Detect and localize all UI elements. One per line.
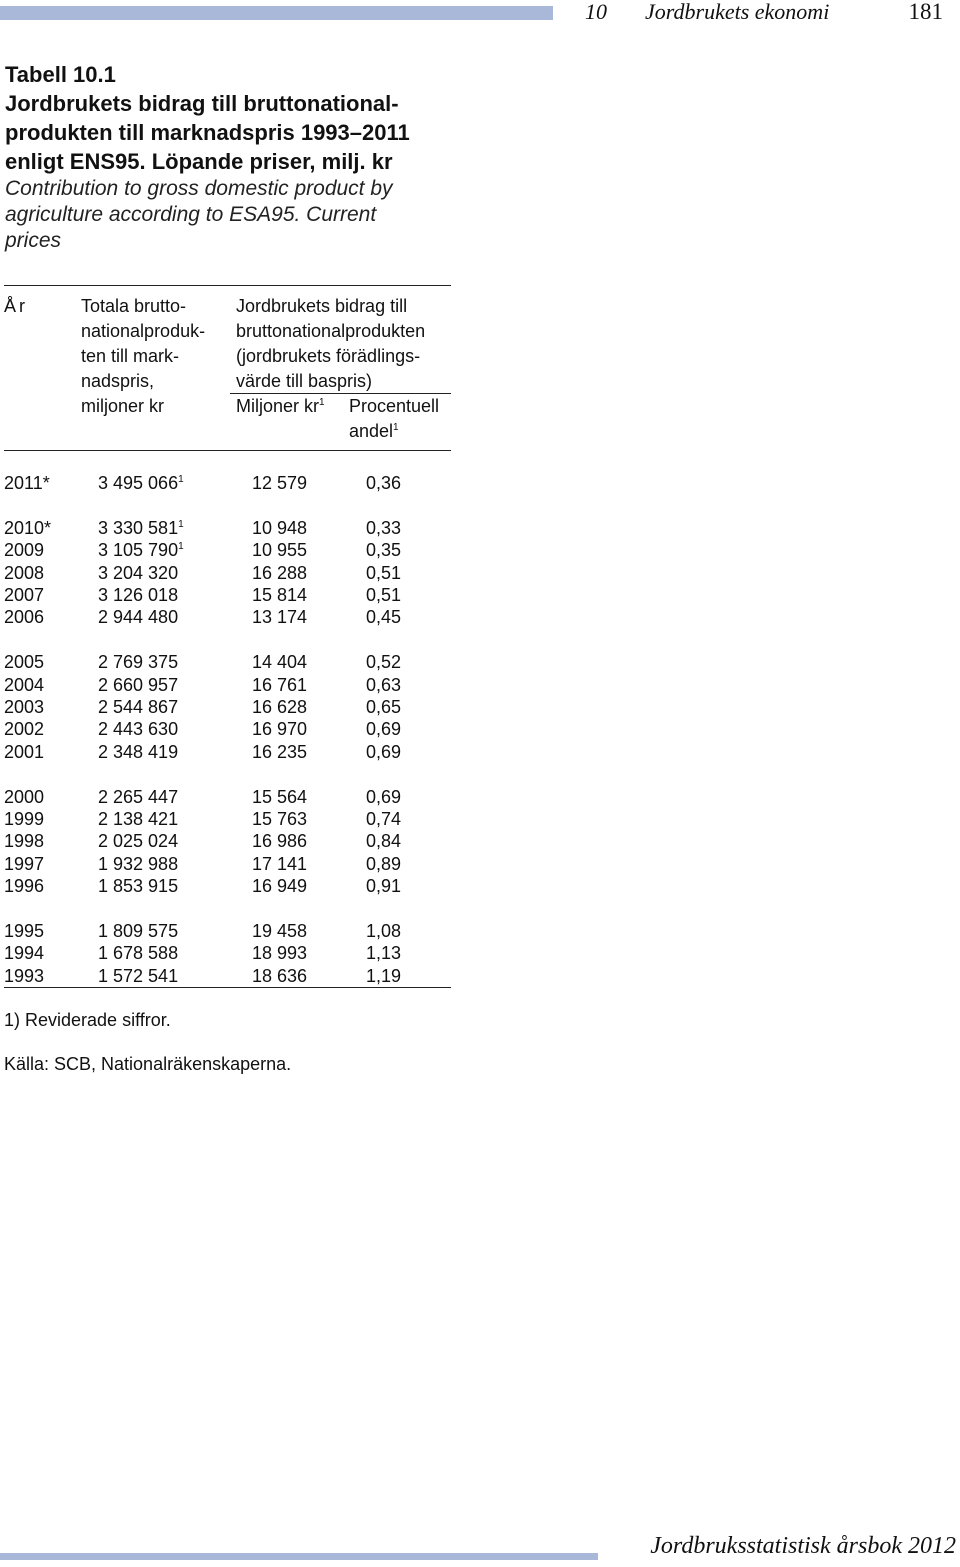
cell-pct: 1,19 <box>366 965 402 986</box>
table-row <box>0 718 460 740</box>
cell-pct: 0,36 <box>366 473 402 493</box>
col-total-header-line: nadspris, <box>81 371 155 391</box>
cell-year: 2011* <box>4 473 50 493</box>
cell-year: 2006 <box>4 607 45 628</box>
table-label: Tabell 10.1 <box>5 62 116 87</box>
cell-total: 2 265 447 <box>98 786 179 807</box>
cell-year: 2007 <box>4 585 45 605</box>
cell-pct: 0,35 <box>366 540 402 561</box>
col-mkr-header-text: Miljoner kr <box>236 396 320 416</box>
cell-pct: 0,69 <box>366 786 402 807</box>
cell-total: 2 025 024 <box>98 831 179 852</box>
cell-total: 1 572 541 <box>98 965 179 986</box>
cell-total: 2 544 867 <box>98 697 179 717</box>
cell-mkr: 18 993 <box>252 943 308 964</box>
table-row <box>0 651 460 673</box>
page-number: 181 <box>908 0 943 24</box>
cell-mkr: 15 564 <box>252 786 308 807</box>
cell-pct: 0,69 <box>366 741 402 762</box>
book-title: Jordbruksstatistisk årsbok 2012 <box>650 1533 956 1559</box>
cell-mkr: 19 458 <box>252 921 308 941</box>
cell-year: 1995 <box>4 921 45 941</box>
col-total-header-line: nationalproduk- <box>81 321 206 341</box>
table-row <box>0 674 460 696</box>
table-row <box>0 920 460 942</box>
cell-total: 1 853 915 <box>98 876 179 897</box>
cell-year: 2002 <box>4 719 45 740</box>
title-en-line: prices <box>5 229 62 252</box>
cell-total: 1 809 575 <box>98 921 179 941</box>
title-sv-line: produkten till marknadspris 1993–2011 <box>5 120 410 145</box>
cell-total: 3 204 320 <box>98 562 179 583</box>
cell-total: 1 932 988 <box>98 853 179 874</box>
cell-total: 1 678 588 <box>98 943 179 964</box>
table-bottom-rule <box>4 987 451 988</box>
cell-total: 2 660 957 <box>98 674 179 695</box>
table-row <box>0 539 460 561</box>
cell-year: 1994 <box>4 943 45 964</box>
title-sv-line: Jordbrukets bidrag till bruttonational- <box>5 91 399 116</box>
table-row <box>0 562 460 584</box>
cell-pct: 0,69 <box>366 719 402 740</box>
chapter-number: 10 <box>585 0 607 24</box>
table-row <box>0 786 460 808</box>
col-pct-header-line: andel$^1$ <box>349 421 399 441</box>
running-head <box>585 0 945 25</box>
table-row <box>0 942 460 964</box>
cell-mkr: 16 235 <box>252 741 308 762</box>
table-row <box>0 853 460 875</box>
cell-year: 1993 <box>4 965 45 986</box>
footnote-marker: 1 <box>178 518 184 530</box>
col-group-header-line: Jordbrukets bidrag till <box>236 296 408 316</box>
col-group-header <box>236 294 425 394</box>
cell-total: 2 443 630 <box>98 719 179 740</box>
cell-total: 3 495 $066^1$ <box>98 473 184 493</box>
cell-mkr: 16 628 <box>252 697 308 717</box>
cell-pct: 0,45 <box>366 607 402 628</box>
cell-total: 2 944 480 <box>98 607 179 628</box>
table-top-rule <box>4 285 451 286</box>
table-row <box>0 517 460 539</box>
cell-pct: 0,91 <box>366 876 402 897</box>
footnote: 1) Reviderade siffror. <box>4 1010 171 1030</box>
cell-total: 3 126 018 <box>98 585 179 605</box>
cell-year: 1996 <box>4 876 45 897</box>
cell-pct: 0,65 <box>366 697 402 717</box>
table-title-block <box>5 60 465 254</box>
cell-year: 2004 <box>4 674 45 695</box>
cell-year: 2009 <box>4 540 45 561</box>
footer-accent-bar <box>0 1553 598 1560</box>
cell-mkr: 18 636 <box>252 965 308 986</box>
cell-year: 2008 <box>4 562 45 583</box>
cell-mkr: 10 955 <box>252 540 308 561</box>
cell-mkr: 17 141 <box>252 853 308 874</box>
cell-total: 3 330 $581^1$ <box>98 517 184 538</box>
cell-mkr: 10 948 <box>252 517 308 538</box>
cell-pct: 1,08 <box>366 921 402 941</box>
cell-total: 2 769 375 <box>98 652 179 673</box>
table-row <box>0 696 460 718</box>
cell-mkr: 16 986 <box>252 831 308 852</box>
title-en-line: agriculture according to ESA95. Current <box>5 203 377 226</box>
cell-mkr: 14 404 <box>252 652 308 673</box>
cell-year: 2003 <box>4 697 45 717</box>
cell-mkr: 16 970 <box>252 719 308 740</box>
title-sv-line: enligt ENS95. Löpande priser, milj. kr <box>5 149 393 174</box>
cell-total: 3 105 $790^1$ <box>98 540 184 561</box>
col-total-header <box>81 294 205 419</box>
col-total-header-line: ten till mark- <box>81 346 180 366</box>
cell-pct: 0,84 <box>366 831 402 852</box>
cell-year: 2005 <box>4 652 45 673</box>
cell-mkr: 15 814 <box>252 585 308 605</box>
cell-pct: 0,51 <box>366 585 402 605</box>
col-group-header-line: värde till baspris) <box>236 371 373 391</box>
table-row <box>0 830 460 852</box>
footnote-marker: 1 <box>319 397 325 408</box>
cell-pct: 0,89 <box>366 853 402 874</box>
table-row <box>0 965 460 987</box>
cell-pct: 0,74 <box>366 809 402 829</box>
table-row <box>0 606 460 628</box>
col-total-header-line: Totala brutto- <box>81 296 187 316</box>
cell-pct: 0,63 <box>366 674 402 695</box>
cell-total: 2 348 419 <box>98 741 179 762</box>
title-en-line: Contribution to gross domestic product by <box>5 177 393 200</box>
cell-mkr: 13 174 <box>252 607 308 628</box>
cell-year: 2000 <box>4 786 45 807</box>
cell-mkr: 16 949 <box>252 876 308 897</box>
col-year-header: År <box>4 296 28 316</box>
col-mkr-header <box>236 394 325 419</box>
cell-mkr: 16 761 <box>252 674 308 695</box>
cell-year: 1997 <box>4 853 45 874</box>
cell-year: 2010* <box>4 517 52 538</box>
col-group-header-line: (jordbrukets förädlings- <box>236 346 421 366</box>
table-row <box>0 741 460 763</box>
footnote-marker: 1 <box>178 541 184 553</box>
table-row <box>0 875 460 897</box>
table-row <box>0 472 460 494</box>
cell-pct: 0,33 <box>366 517 402 538</box>
cell-pct: 0,52 <box>366 652 402 673</box>
cell-year: 1999 <box>4 809 45 829</box>
header-bottom-rule <box>4 450 451 451</box>
col-group-header-line: bruttonationalprodukten <box>236 321 426 341</box>
cell-year: 2001 <box>4 741 45 762</box>
source-note: Källa: SCB, Nationalräkenskaperna. <box>4 1054 292 1074</box>
table-row <box>0 808 460 830</box>
cell-total: 2 138 421 <box>98 809 179 829</box>
col-pct-header <box>349 394 439 444</box>
cell-pct: 0,51 <box>366 562 402 583</box>
header-accent-bar <box>0 6 553 20</box>
chapter-title: Jordbrukets ekonomi <box>645 0 830 24</box>
cell-mkr: 12 579 <box>252 473 308 493</box>
cell-pct: 1,13 <box>366 943 402 964</box>
cell-year: 1998 <box>4 831 45 852</box>
col-total-header-line: miljoner kr <box>81 396 165 416</box>
footnote-marker: 1 <box>178 474 184 485</box>
footnote-marker: 1 <box>393 422 399 433</box>
cell-mkr: 16 288 <box>252 562 308 583</box>
table-row <box>0 584 460 606</box>
cell-mkr: 15 763 <box>252 809 308 829</box>
col-pct-header-line: Procentuell <box>349 396 440 416</box>
